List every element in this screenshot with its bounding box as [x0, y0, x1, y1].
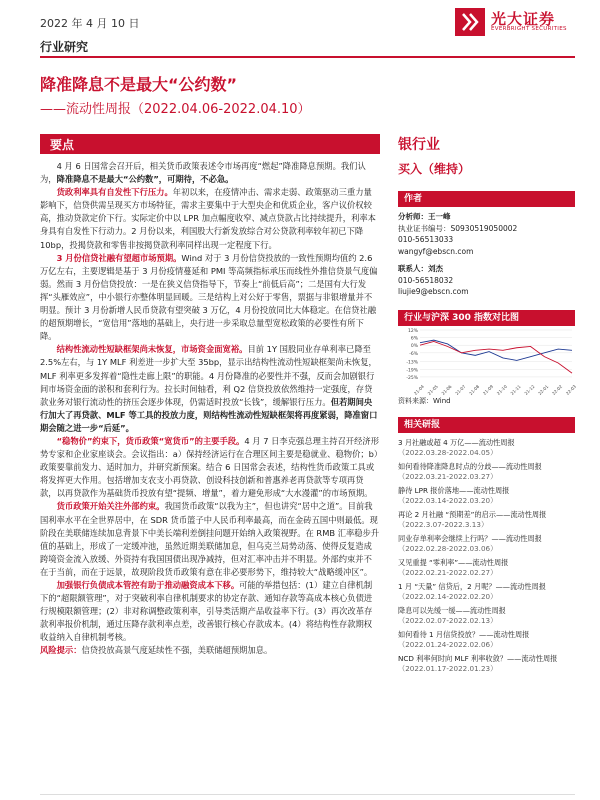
related-report-date: （2022.01.17-2022.01.23）	[398, 664, 498, 673]
related-report-date: （2022.3.07-2022.3.13）	[398, 520, 489, 529]
paragraph-body: 我国货币政策“以我为主”，但也讲究“居中之道”。目前我国利率水平在全世界居中，在 SDR 货币篮子中人民币利率最高，而在金砖五国中则最低。现阶段在美联储连续加息背景下中美长端利差倒挂问题开始纳入政策视野。在 RMB 汇率稳步升值的基础上，形成了一定缓冲池，虽然近期美联储加息，但乌克兰局势动荡、使得反复造成跨境资金流入放缓、外资持有我国国债出现净减持，但对汇率冲击并不明显。外部约束并不在于当前，而在于远景，故现阶段货币政策有意在非必要形势下，维持较大“战略缓冲区”。	[40, 501, 380, 577]
chart-svg	[398, 326, 578, 396]
paragraph-body: Wind 对于 3 月份信贷投放的一致性预期均值约 2.6 万亿左右，主要逻辑是基于 3 月份疫情蔓延和 PMI 等高频指标承压而线性外推信贷景气度偏弱。然而 3 月份信贷投放：一是在狭义信贷指导下，节奏上“前低后高”；二是国有大行发挥“头雁效应”，中小银行亦整体明显回暖。三是结构上对公好于零售，票据与非银增量并不明显。预计 3 月份新增人民币贷款有望突破 3 万亿，4 月份投放同比大体稳定。在信贷社融的超预期增长，“宽信用”落地的基础上，央行进一步采取总量型宽松政策的必要性有所下降。	[40, 252, 378, 342]
chart-y-tick-label: -19%	[406, 367, 418, 373]
related-report-date: （2022.02.28-2022.03.06）	[398, 544, 498, 553]
paragraph-liquidity	[40, 343, 380, 435]
paragraph-risk	[40, 644, 380, 657]
paragraph-lead: “稳物价”约束下，货币政策“宽货币”的主要手段。	[56, 435, 245, 446]
related-report-date: （2022.02.14-2022.02.20）	[398, 592, 498, 601]
key-points-label: 要点	[50, 138, 75, 152]
paragraph-body: 目前 1Y 国股同业存单利率已降至 2.5%左右，与 1Y MLF 利差进一步扩大至 35bp，显示出结构性流动性短缺框架尚未恢复，MLF 利率更多发挥着“隐性走廊上限”的职能。4 月份降准的必要性并不强，反而会加剧银行间市场资金面的淤积和套利行为。拉长时间轴看，利 Q2 信贷投放依然维持一定强度，存贷款业务对银行流动性的挤压会逐步体现，仍需适时投放“长钱”，缓解银行压力。	[40, 344, 377, 407]
chart-x-tick-label: 21-05	[426, 383, 439, 396]
related-report-date: （2022.02.07-2022.02.13）	[398, 616, 498, 625]
paragraph-body: 年初以来，在疫情冲击、需求走弱、政策驱动三重力量影响下，信贷供需呈现买方市场特征，需求主要集中于大型央企和优质企业，客户议价权较高，推动贷款定价下行。实际定价中以 LPR 加点幅度收窄、减点贷款占比持续提升，利率本身具有自发性下行动力。2 月份以来，利国股大行新发放综合对公贷款利率较年初已下降 10bp，投揭贷款和零售非按揭贷款利率同样出现一定程度下行。	[40, 187, 376, 250]
chart-source: 资料来源：Wind	[398, 396, 451, 405]
related-report-title[interactable]: 同业存单利率会继续上行吗？——流动性周报	[398, 534, 542, 543]
chart-x-tick-label: 21-08	[468, 383, 481, 396]
chart-header: 行业与沪深 300 指数对比图	[398, 310, 575, 326]
contact-email[interactable]: liujie9@ebscn.com	[398, 287, 469, 296]
related-report-date: （2022.03.14-2022.03.20）	[398, 496, 498, 505]
paragraph-body: 可能的举措包括：(1）建立自律机制下的“超限额管理”，对于突破利率自律机制要求的协定存款、通知存款等高成本核心负债进行规模限额管理；(2）非对称调整政策利率，引导类活期产品收益率下行。(3）再次改革存款利率报价机制，通过压降存款利率点差，改善银行核心存款成本。(4）将结构性存款期权收益纳入自律机制考核。	[40, 580, 373, 643]
related-report-date: （2022.02.21-2022.02.27）	[398, 568, 498, 577]
paragraph-prices	[40, 435, 380, 500]
logo-text-cn: 光大证券	[491, 10, 556, 28]
related-report-title[interactable]: 再论 2 月社融 “预期差”的启示——流动性周报	[398, 510, 547, 519]
paragraph-body: 4 月 7 日李克强总理主持召开经济形势专家和企业家座谈会。会议指出：a）保持经济运行在合理区间主要是稳就业、稳物价；b）政策要靠前发力、适时加力，并研究新预案。结合 6 日国常会表述，结构性货币政策工具或将发挥更大作用。包括增加支农支小再贷款、创设科技创新和普惠养老再贷款等专项再贷款，以再贷款作为基础货币投放有望“提频、增量”，着力避免形成“大水漫灌”的市场预期。	[40, 435, 379, 499]
author-header: 作者	[398, 191, 575, 207]
chart-x-tick-label: 22-03	[564, 383, 578, 396]
report-date: 2022 年 4 月 10 日	[40, 17, 140, 30]
rating: 买入（维持）	[398, 162, 471, 176]
paragraph-intro	[40, 160, 380, 186]
chart-y-tick-label: 6%	[410, 336, 418, 342]
paragraph-lead: 货币政策开始关注外部约束。	[56, 501, 165, 512]
contact-phone: 010-56518032	[398, 275, 454, 285]
author-block	[398, 211, 575, 298]
paragraph-external	[40, 500, 380, 579]
chart-y-tick-label: -25%	[406, 375, 418, 381]
chart-x-tick-label: 21-10	[495, 383, 508, 396]
related-report-title[interactable]: 3 月社融或超 4 万亿——流动性周报	[398, 438, 515, 447]
report-subtitle: ——流动性周报（2022.04.06-2022.04.10）	[40, 102, 311, 117]
analyst-cert: 执业证书编号：S0930519050002	[398, 223, 518, 233]
contact-name: 联系人：刘杰	[398, 264, 443, 273]
related-report-title[interactable]: 如何看待降准降息时点的分歧——流动性周报	[398, 462, 542, 471]
chart-y-tick-label: -6%	[409, 351, 418, 357]
paragraph-rate-pressure	[40, 186, 380, 251]
related-report-title[interactable]: 如何看待 1 月信贷投放？——流动性周报	[398, 630, 530, 639]
paragraph-lead: 货政利率具有自发性下行压力。	[56, 187, 173, 198]
report-title: 降准降息不是最大“公约数”	[40, 75, 238, 94]
related-report-title[interactable]: 静待 LPR 报价落地——流动性周报	[398, 486, 510, 495]
sector-name: 银行业	[398, 137, 440, 153]
related-report-title[interactable]: 1 月 “天量” 信贷后，2 月呢？——流动性周报	[398, 582, 546, 591]
chart-x-tick-label: 22-02	[551, 383, 564, 396]
report-category: 行业研究	[40, 40, 89, 54]
analyst-email[interactable]: wangyf@ebscn.com	[398, 246, 474, 256]
series-line-csi300	[420, 341, 572, 373]
chart-x-tick-label: 21-11	[509, 383, 522, 396]
paragraph-liability-cost	[40, 579, 380, 644]
related-report-date: （2022.03.21-2022.03.27）	[398, 472, 498, 481]
chart-x-tick-label: 21-04	[412, 383, 426, 396]
footer-divider	[40, 794, 575, 795]
related-list	[398, 438, 575, 674]
paragraph-body: 信贷投放高景气度延续性不强，美联储超预期加息。	[81, 645, 273, 656]
related-report-title[interactable]: 降息可以先缓一缓——流动性周报	[398, 606, 506, 615]
chart-y-tick-label: 12%	[407, 328, 418, 334]
chart-x-tick-label: 21-07	[454, 383, 467, 396]
logo-text-en: EVERBRIGHT SECURITIES	[491, 26, 567, 32]
chart-x-tick-label: 21-09	[481, 383, 495, 396]
chart-x-tick-label: 21-12	[523, 383, 536, 396]
chart-y-tick-label: -13%	[406, 360, 418, 366]
paragraph-lead: 风险提示：	[40, 645, 82, 656]
paragraph-tail: 但若期间央行加大了再贷款、MLF 等工具的投放力度，则结构性流动性短缺框架将再度紧弱，降准窗口期会随之进一步“后延”。	[40, 396, 378, 433]
series-line-bank	[420, 340, 572, 360]
paragraph-lead: 3 月份信贷社融有望超市场预期。	[56, 252, 182, 263]
chart-y-tick-label: 0%	[410, 343, 418, 349]
paragraph-lead: 加强银行负债成本管控有助于推动融资成本下移。	[56, 580, 240, 590]
related-header: 相关研报	[398, 417, 575, 433]
chart-x-tick-label: 22-01	[537, 383, 550, 396]
related-report-title[interactable]: NCD 利率何时向 MLF 利率收敛？——流动性周报	[398, 654, 558, 663]
analyst-phone: 010-56513033	[398, 235, 454, 244]
related-report-date: （2022.01.24-2022.02.06）	[398, 640, 498, 649]
broker-logo	[455, 6, 575, 38]
chart-x-tick-label: 21-06	[440, 383, 453, 396]
right-panel	[398, 134, 578, 678]
intro-conclusion: 降准降息不是最大“公约数”，可期待，不必急。	[56, 174, 234, 185]
intro-text: 4 月 6 日国常会召开后，相关货币政策表述令市场再度“燃起”降准降息预期。我们认为，	[40, 161, 366, 185]
paragraph-credit	[40, 252, 380, 344]
related-report-date: （2022.03.28-2022.04.05）	[398, 448, 498, 457]
logo-mark-icon	[455, 8, 485, 36]
index-comparison-chart	[398, 326, 578, 396]
related-report-title[interactable]: 又见重提 “零利率”——流动性周报	[398, 558, 509, 567]
key-points-bar	[40, 134, 380, 154]
paragraph-lead: 结构性流动性短缺框架尚未恢复，市场资金面宽裕。	[56, 344, 248, 355]
main-body	[40, 160, 380, 658]
analyst-name: 分析师：王一峰	[398, 212, 451, 221]
header-divider	[40, 56, 575, 58]
